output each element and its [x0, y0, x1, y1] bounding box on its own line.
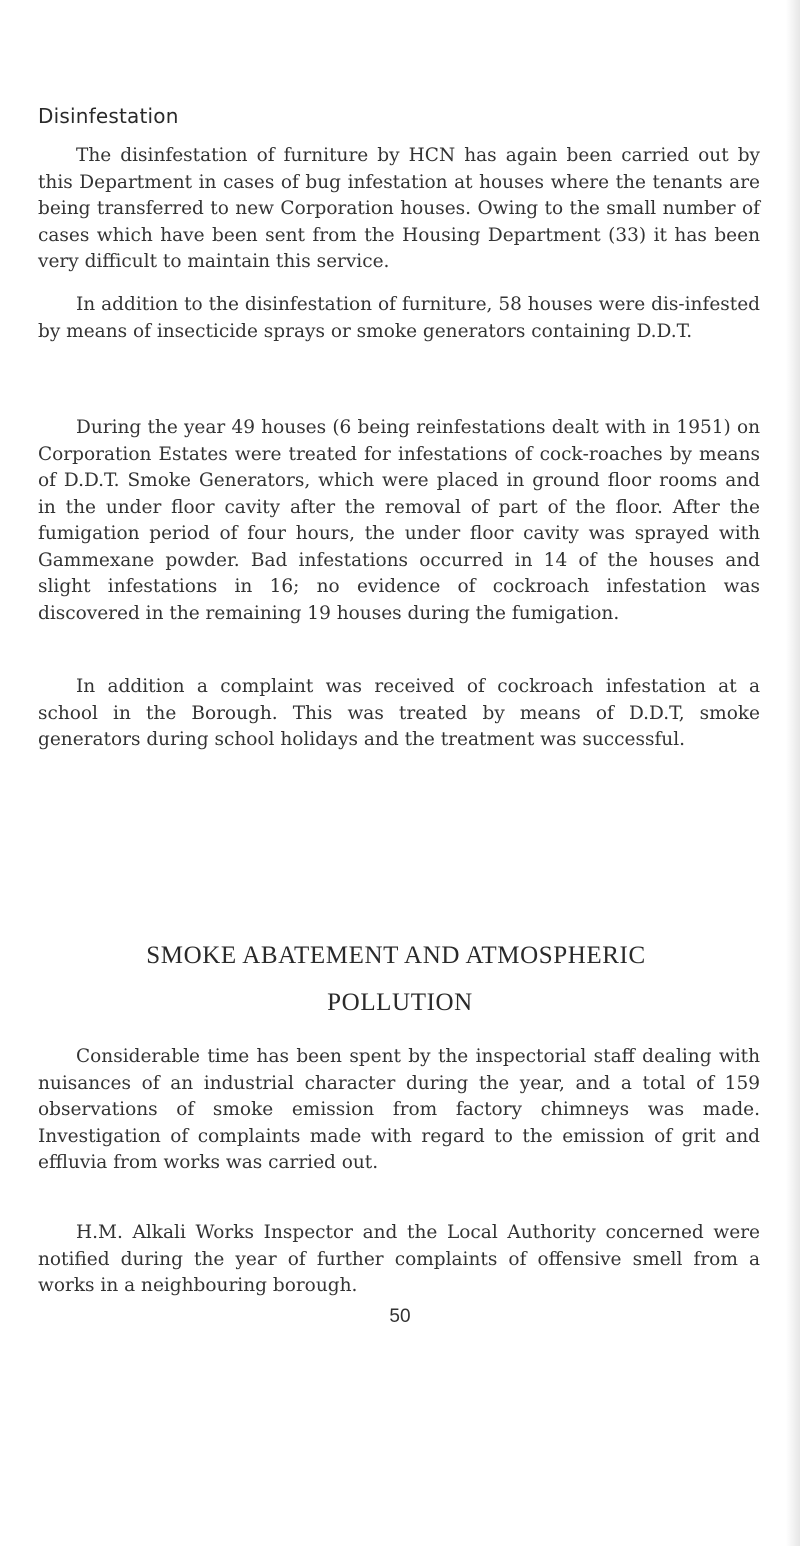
paragraph-cockroach-estates: During the year 49 houses (6 being reinfestations dealt with in 1951) on Corporation Estates were treated for infestations of cock‐roaches by means of D.D.T. Smoke Generators, which were placed in ground floor rooms and in the under floor cavity after the removal of part of the floor. After the fumigation period of four hours, the under floor cavity was sprayed with Gammexane powder. Bad infestations occurred in 14 of the houses and slight infestations in 16; no evidence of cockroach infestation was discovered in the remaining 19 houses during the fumigation. [38, 417, 760, 624]
smoke-section-title-line1: SMOKE ABATEMENT AND ATMOSPHERIC [146, 942, 646, 969]
paragraph-hcn-furniture: The disinfestation of furniture by HCN has again been carried out by this Department in cases of bug infestation at houses where the tenants are being transferred to new Corporation houses. Owing to the small number of cases which have been sent from the Housing Department (33) it has been very difficult to maintain this service. [38, 145, 760, 272]
smoke-section-title-line2: POLLUTION [327, 989, 473, 1016]
paragraph-alkali-inspector: H.M. Alkali Works Inspector and the Local Authority concerned were notified during the year of further complaints of offensive smell from a works in a neighbouring borough. [38, 1222, 760, 1296]
paragraph-ddt-houses: In addition to the disinfestation of furniture, 58 houses were dis‐infested by means of insecticide sprays or smoke generators containing D.D.T. [38, 294, 760, 342]
paragraph-school-complaint: In addition a complaint was received of cockroach infestation at a school in the Borough. This was treated by means of D.D.T, smoke generators during school holidays and the treatment was successful. [38, 676, 760, 750]
section-title-disinfestation: Disinfestation [38, 104, 179, 128]
page-number: 50 [389, 1306, 411, 1327]
paragraph-smoke-observations: Considerable time has been spent by the inspectorial staff dealing with nuisances of an industrial character during the year, and a total of 159 observations of smoke emission from factory chimneys was made. Investigation of complaints made with regard to the emission of grit and effluvia from works was carried out. [38, 1046, 760, 1173]
